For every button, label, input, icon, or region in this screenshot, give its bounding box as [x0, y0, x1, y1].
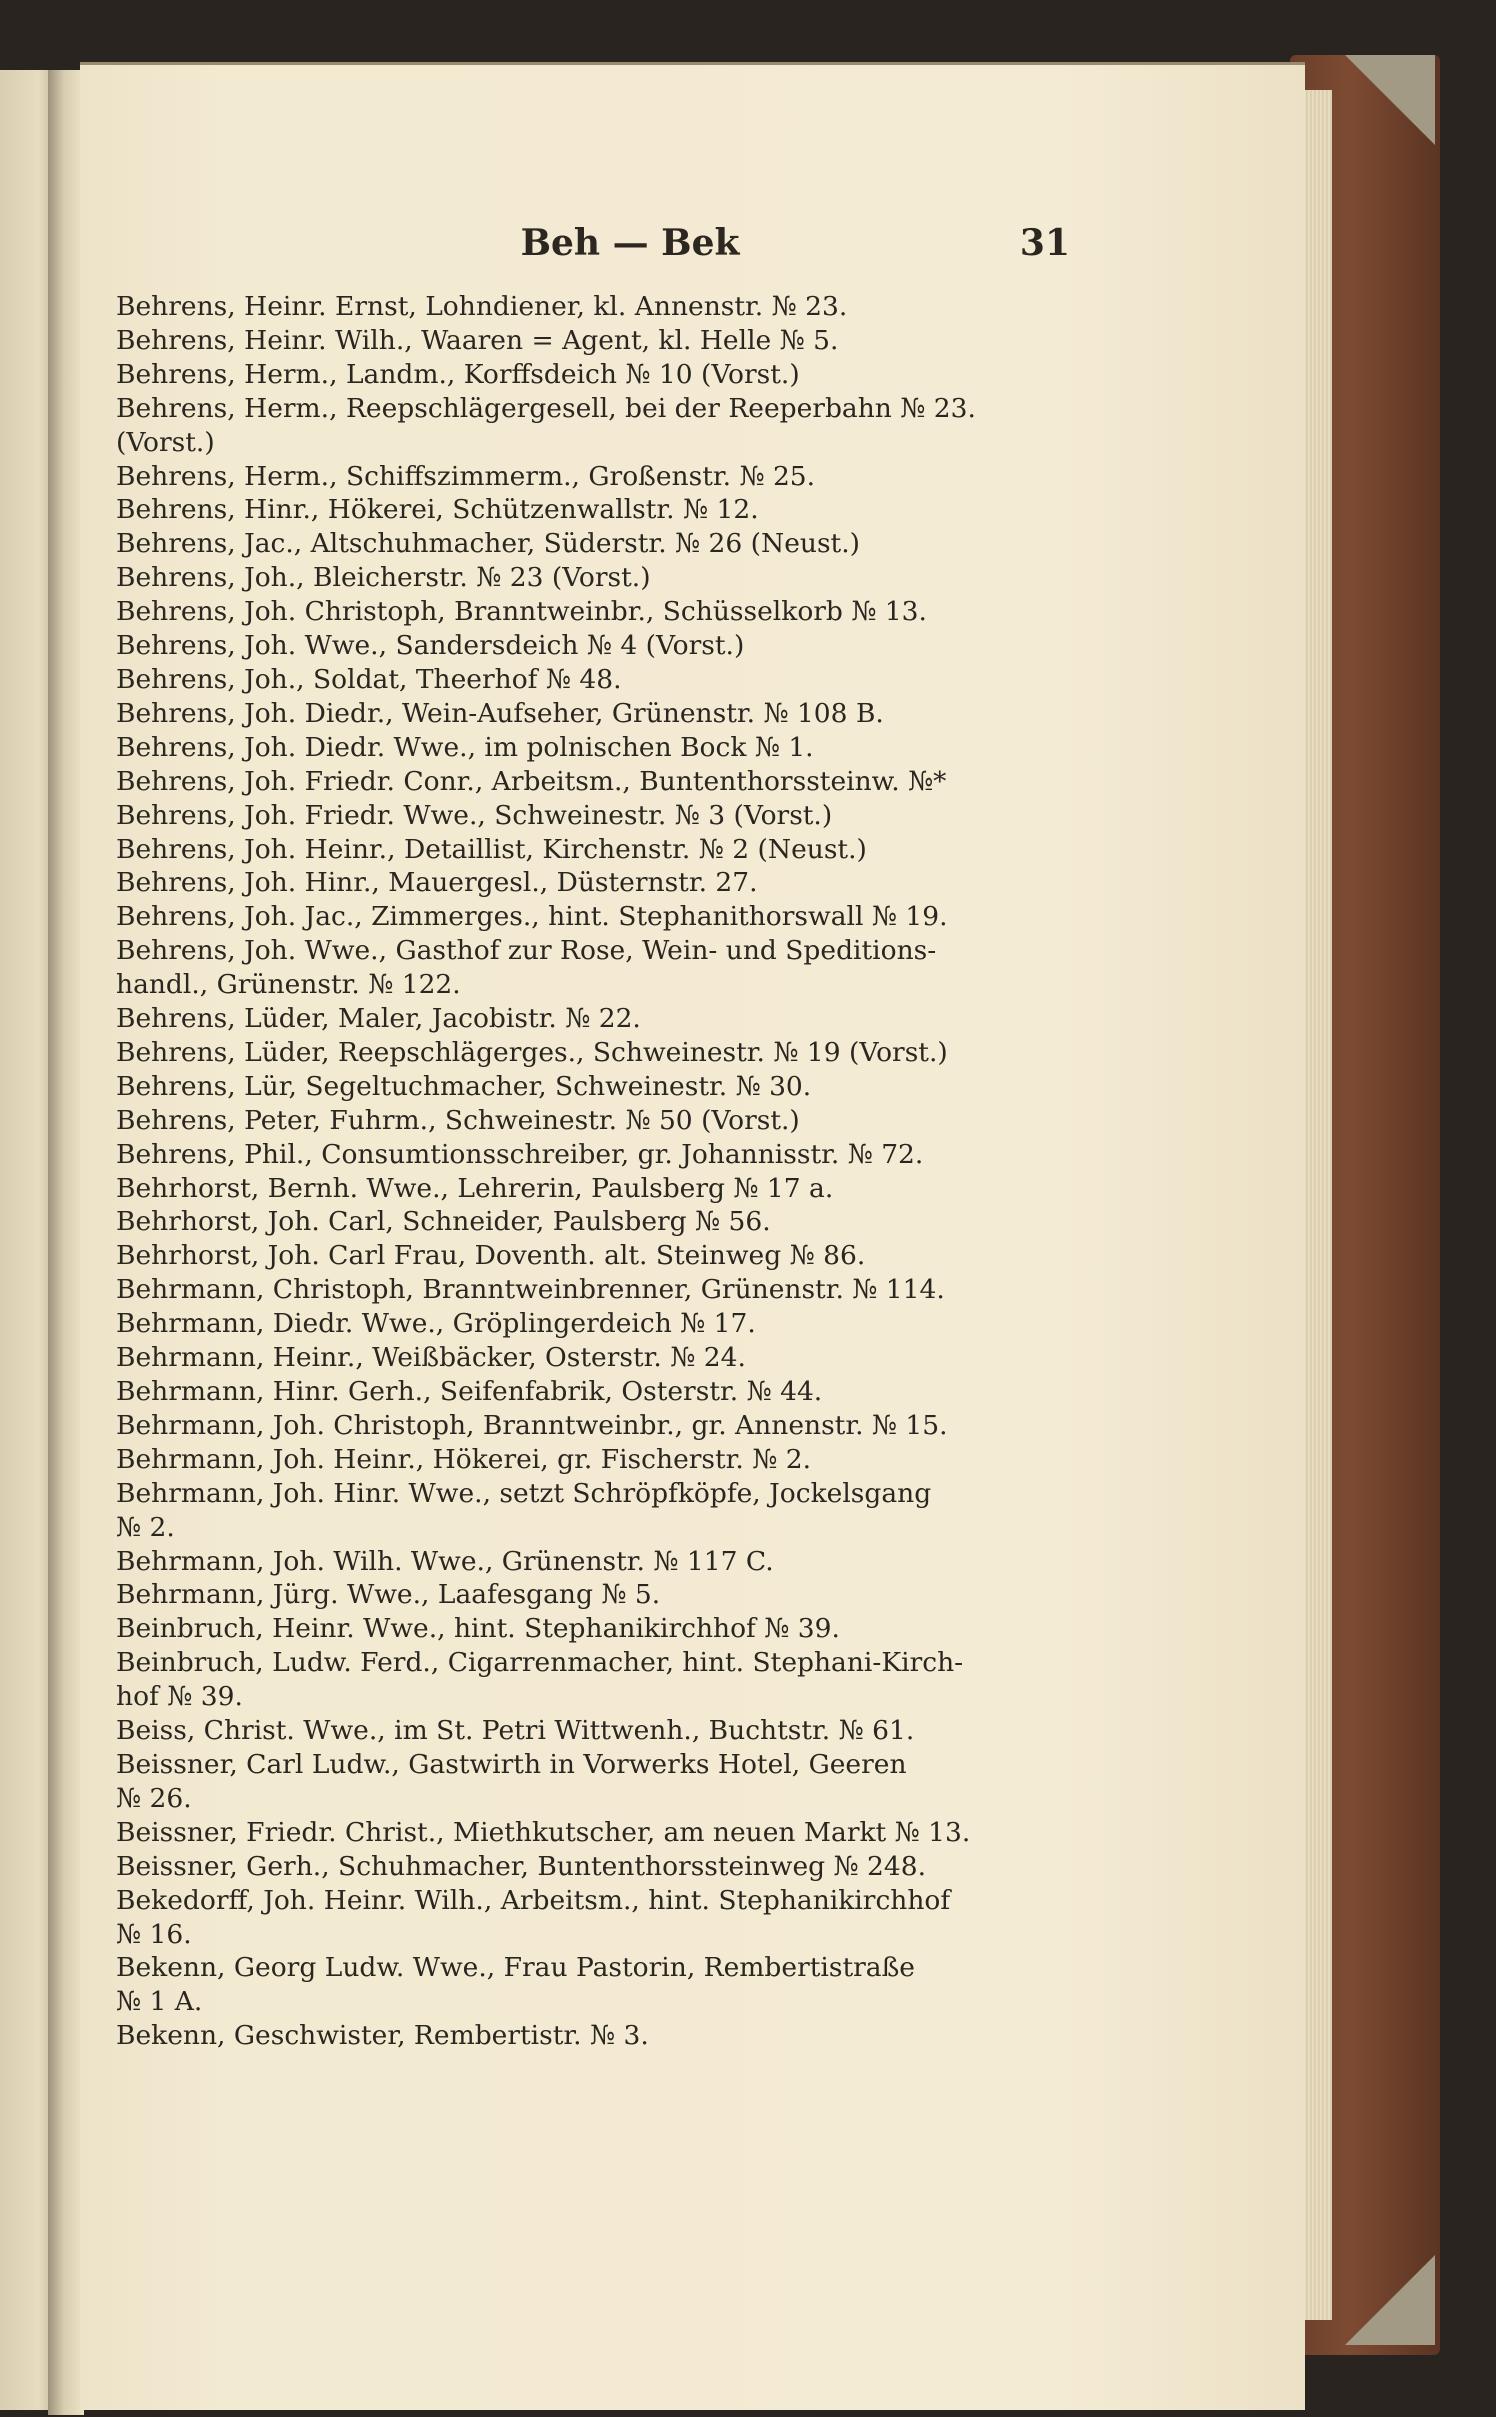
entry-line: Behrens, Joh., Bleicherstr. № 23 (Vorst.)	[116, 562, 651, 594]
entry-line: Beinbruch, Ludw. Ferd., Cigarrenmacher, hint. Stephani-Kirch-	[116, 1647, 964, 1679]
entry-line: Beissner, Carl Ludw., Gastwirth in Vorwerks Hotel, Geeren	[116, 1748, 907, 1780]
entry-line: Behrens, Joh. Hinr., Mauergesl., Düsternstr. 27.	[116, 867, 758, 899]
running-title: Beh — Bek	[520, 222, 740, 264]
page-number: 31	[1019, 222, 1070, 264]
entry-line: Beissner, Gerh., Schuhmacher, Buntenthorssteinweg № 248.	[116, 1850, 927, 1882]
entry-line: Behrens, Joh. Heinr., Detaillist, Kirchenstr. № 2 (Neust.)	[116, 833, 867, 865]
entry-line: Behrmann, Diedr. Wwe., Gröplingerdeich № 17.	[116, 1308, 756, 1340]
entry-line: Behrmann, Hinr. Gerh., Seifenfabrik, Osterstr. № 44.	[116, 1376, 823, 1407]
entry-line: Behrhorst, Joh. Carl Frau, Doventh. alt. Steinweg № 86.	[116, 1240, 866, 1272]
entry-line: Behrens, Phil., Consumtionsschreiber, gr. Johannisstr. № 72.	[116, 1138, 924, 1170]
directory-entries	[116, 290, 1086, 2053]
entry-line: Behrmann, Joh. Hinr. Wwe., setzt Schröpfköpfe, Jockelsgang	[116, 1477, 932, 1509]
entry-line: № 1 A.	[116, 1986, 203, 2018]
entry-line: Beissner, Friedr. Christ., Miethkutscher, am neuen Markt № 13.	[116, 1816, 971, 1848]
entry-line: Behrens, Joh. Wwe., Gasthof zur Rose, Wein- und Speditions-	[116, 935, 937, 967]
entry-line: Behrens, Heinr. Ernst, Lohndiener, kl. Annenstr. № 23.	[116, 291, 848, 322]
entry-line: Behrens, Joh. Christoph, Branntweinbr., Schüsselkorb № 13.	[116, 596, 927, 628]
entry-line: Bekedorff, Joh. Heinr. Wilh., Arbeitsm., hint. Stephanikirchhof	[116, 1884, 951, 1916]
entry-line: Behrmann, Joh. Christoph, Branntweinbr., gr. Annenstr. № 15.	[116, 1409, 948, 1441]
entry-line: Beinbruch, Heinr. Wwe., hint. Stephanikirchhof № 39.	[116, 1613, 840, 1645]
entry-line: Bekenn, Geschwister, Rembertistr. № 3.	[116, 2020, 649, 2052]
entry-line: Behrens, Lür, Segeltuchmacher, Schweinestr. № 30.	[116, 1070, 812, 1102]
entry-line: Behrmann, Heinr., Weißbäcker, Osterstr. № 24.	[116, 1342, 746, 1374]
entry-line: handl., Grünenstr. № 122.	[116, 969, 461, 1001]
entry-line: Bekenn, Georg Ludw. Wwe., Frau Pastorin, Rembertistraße	[116, 1952, 915, 1984]
entry-line: Behrhorst, Bernh. Wwe., Lehrerin, Paulsberg № 17 a.	[116, 1172, 834, 1204]
entry-line: Behrens, Joh. Diedr., Wein-Aufseher, Grünenstr. № 108 B.	[116, 697, 884, 729]
entry-line: Behrens, Hinr., Hökerei, Schützenwallstr. № 12.	[116, 494, 759, 526]
page-header	[400, 222, 1080, 272]
entry-line: Behrens, Jac., Altschuhmacher, Süderstr. № 26 (Neust.)	[116, 528, 860, 560]
entry-line: (Vorst.)	[116, 426, 215, 458]
entry-line: № 26.	[116, 1782, 192, 1814]
entry-line: Beiss, Christ. Wwe., im St. Petri Wittwenh., Buchtstr. № 61.	[116, 1715, 915, 1747]
entry-line: Behrmann, Jürg. Wwe., Laafesgang № 5.	[116, 1579, 661, 1611]
entry-line: Behrens, Joh. Wwe., Sandersdeich № 4 (Vorst.)	[116, 630, 745, 662]
entry-line: Behrens, Peter, Fuhrm., Schweinestr. № 50 (Vorst.)	[116, 1104, 800, 1136]
entry-line: Behrens, Herm., Reepschlägergesell, bei der Reeperbahn № 23.	[116, 392, 976, 424]
entry-line: Behrens, Herm., Schiffszimmerm., Großenstr. № 25.	[116, 460, 816, 492]
entry-line: hof № 39.	[116, 1681, 243, 1713]
entry-line: Behrmann, Christoph, Branntweinbrenner, Grünenstr. № 114.	[116, 1274, 945, 1306]
entry-line: Behrens, Joh. Diedr. Wwe., im polnischen Bock № 1.	[116, 731, 814, 763]
entry-line: Behrmann, Joh. Heinr., Hökerei, gr. Fischerstr. № 2.	[116, 1443, 812, 1475]
entry-line: № 16.	[116, 1918, 192, 1950]
entry-line: Behrens, Lüder, Reepschlägerges., Schweinestr. № 19 (Vorst.)	[116, 1036, 948, 1068]
book-gutter	[48, 70, 84, 2415]
left-page-edge	[0, 70, 55, 2410]
entry-line: № 2.	[116, 1511, 175, 1543]
entry-line: Behrmann, Joh. Wilh. Wwe., Grünenstr. № 117 C.	[116, 1545, 774, 1577]
entry-line: Behrens, Heinr. Wilh., Waaren = Agent, kl. Helle № 5.	[116, 324, 839, 356]
entry-line: Behrens, Herm., Landm., Korffsdeich № 10 (Vorst.)	[116, 358, 800, 390]
entry-line: Behrhorst, Joh. Carl, Schneider, Paulsberg № 56.	[116, 1206, 771, 1238]
entry-line: Behrens, Joh., Soldat, Theerhof № 48.	[116, 663, 622, 695]
entry-line: Behrens, Joh. Jac., Zimmerges., hint. Stephanithorswall № 19.	[116, 901, 948, 933]
entry-line: Behrens, Joh. Friedr. Conr., Arbeitsm., Buntenthorssteinw. №*	[116, 765, 947, 797]
entry-line: Behrens, Lüder, Maler, Jacobistr. № 22.	[116, 1003, 641, 1035]
entry-line: Behrens, Joh. Friedr. Wwe., Schweinestr. № 3 (Vorst.)	[116, 799, 833, 831]
